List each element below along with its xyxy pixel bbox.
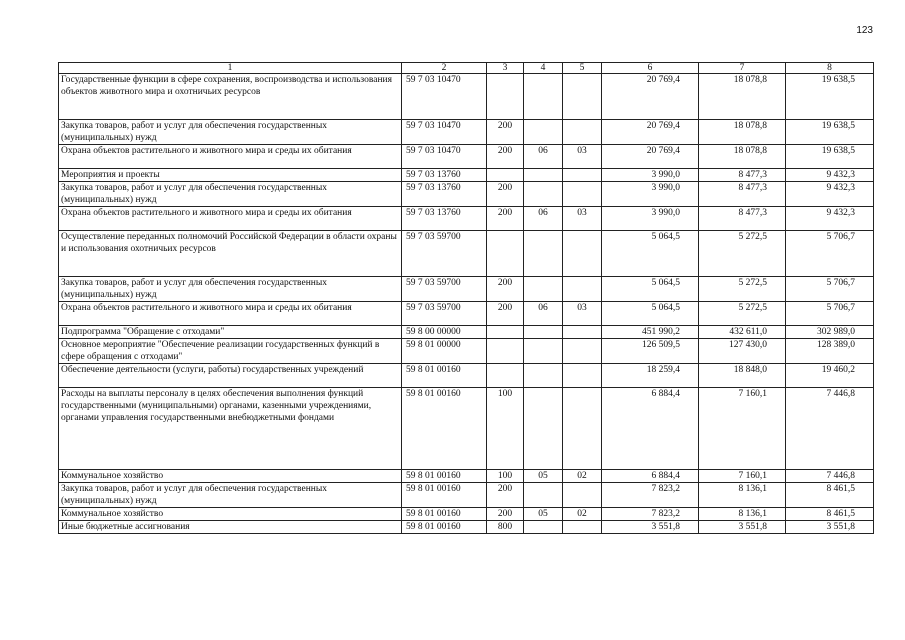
row-value8-cell: 19 638,5	[786, 145, 874, 169]
row-value6-cell: 5 064,5	[602, 277, 699, 302]
row-col5-cell	[563, 231, 602, 277]
row-col5-cell	[563, 364, 602, 388]
row-col5-cell	[563, 326, 602, 339]
row-value6-cell: 20 769,4	[602, 145, 699, 169]
table-row	[59, 207, 874, 231]
row-col3-cell	[487, 339, 524, 364]
row-name-cell: Охрана объектов растительного и животного мира и среды их обитания	[59, 302, 402, 326]
row-name-cell: Охрана объектов растительного и животного мира и среды их обитания	[59, 207, 402, 231]
row-value8-cell: 128 389,0	[786, 339, 874, 364]
row-col5-cell	[563, 277, 602, 302]
header-col-7: 7	[699, 63, 786, 74]
row-value8-cell: 9 432,3	[786, 169, 874, 182]
table-row	[59, 182, 874, 207]
row-col4-cell	[524, 339, 563, 364]
header-col-4: 4	[524, 63, 563, 74]
row-col3-cell	[487, 364, 524, 388]
header-col-6: 6	[602, 63, 699, 74]
row-name-cell: Охрана объектов растительного и животного мира и среды их обитания	[59, 145, 402, 169]
row-value6-cell: 3 990,0	[602, 182, 699, 207]
row-code-cell: 59 7 03 59700	[402, 277, 487, 302]
row-value6-cell: 3 990,0	[602, 207, 699, 231]
row-value6-cell: 6 884,4	[602, 470, 699, 483]
table-row	[59, 483, 874, 508]
table-header-row	[59, 63, 874, 74]
row-value6-cell: 5 064,5	[602, 231, 699, 277]
row-code-cell: 59 7 03 10470	[402, 145, 487, 169]
row-col5-cell: 03	[563, 302, 602, 326]
row-code-cell: 59 7 03 13760	[402, 207, 487, 231]
row-code-cell: 59 7 03 13760	[402, 169, 487, 182]
header-col-1: 1	[59, 63, 402, 74]
row-value7-cell: 7 160,1	[699, 388, 786, 470]
table-row	[59, 74, 874, 120]
row-col3-cell: 200	[487, 302, 524, 326]
row-col5-cell: 03	[563, 145, 602, 169]
row-value6-cell: 126 509,5	[602, 339, 699, 364]
table-row	[59, 231, 874, 277]
row-name-cell: Коммунальное хозяйство	[59, 470, 402, 483]
budget-table	[58, 62, 874, 534]
row-value6-cell: 451 990,2	[602, 326, 699, 339]
row-value7-cell: 5 272,5	[699, 302, 786, 326]
row-col5-cell	[563, 483, 602, 508]
row-code-cell: 59 8 01 00160	[402, 388, 487, 470]
row-value8-cell: 5 706,7	[786, 277, 874, 302]
row-col5-cell	[563, 339, 602, 364]
row-col5-cell	[563, 388, 602, 470]
row-value8-cell: 5 706,7	[786, 231, 874, 277]
row-col3-cell: 100	[487, 388, 524, 470]
row-col5-cell: 02	[563, 508, 602, 521]
row-col3-cell	[487, 169, 524, 182]
row-name-cell: Расходы на выплаты персоналу в целях обеспечения выполнения функций государственными (муниципальными) органами, казенными учреждениями, органами управления государственными внебюджетными фондами	[59, 388, 402, 470]
row-code-cell: 59 8 01 00000	[402, 339, 487, 364]
row-col4-cell	[524, 120, 563, 145]
row-value8-cell: 9 432,3	[786, 207, 874, 231]
row-code-cell: 59 8 01 00160	[402, 508, 487, 521]
row-col3-cell: 200	[487, 207, 524, 231]
row-value7-cell: 8 136,1	[699, 508, 786, 521]
row-value7-cell: 18 848,0	[699, 364, 786, 388]
row-col4-cell	[524, 483, 563, 508]
row-col4-cell	[524, 231, 563, 277]
row-col3-cell	[487, 231, 524, 277]
row-value7-cell: 18 078,8	[699, 120, 786, 145]
table-row	[59, 508, 874, 521]
row-name-cell: Закупка товаров, работ и услуг для обеспечения государственных (муниципальных) нужд	[59, 120, 402, 145]
row-code-cell: 59 7 03 13760	[402, 182, 487, 207]
row-value7-cell: 5 272,5	[699, 231, 786, 277]
row-col3-cell: 200	[487, 120, 524, 145]
row-name-cell: Закупка товаров, работ и услуг для обеспечения государственных (муниципальных) нужд	[59, 277, 402, 302]
row-value7-cell: 127 430,0	[699, 339, 786, 364]
row-col5-cell	[563, 182, 602, 207]
row-col4-cell: 06	[524, 207, 563, 231]
row-value7-cell: 432 611,0	[699, 326, 786, 339]
row-value6-cell: 3 551,8	[602, 521, 699, 534]
row-name-cell: Закупка товаров, работ и услуг для обеспечения государственных (муниципальных) нужд	[59, 483, 402, 508]
row-col4-cell: 05	[524, 470, 563, 483]
row-code-cell: 59 8 01 00160	[402, 364, 487, 388]
table-row	[59, 120, 874, 145]
table-row	[59, 470, 874, 483]
row-col3-cell	[487, 326, 524, 339]
row-value7-cell: 18 078,8	[699, 74, 786, 120]
row-name-cell: Государственные функции в сфере сохранения, воспроизводства и использования объектов животного мира и охотничьих ресурсов	[59, 74, 402, 120]
row-value8-cell: 19 638,5	[786, 120, 874, 145]
row-col4-cell: 06	[524, 302, 563, 326]
header-col-2: 2	[402, 63, 487, 74]
row-col4-cell	[524, 74, 563, 120]
row-value6-cell: 7 823,2	[602, 508, 699, 521]
row-col5-cell	[563, 521, 602, 534]
row-value6-cell: 6 884,4	[602, 388, 699, 470]
table-row	[59, 169, 874, 182]
row-value6-cell: 3 990,0	[602, 169, 699, 182]
row-col3-cell: 200	[487, 145, 524, 169]
row-col3-cell: 200	[487, 508, 524, 521]
table-row	[59, 145, 874, 169]
row-code-cell: 59 8 01 00160	[402, 470, 487, 483]
table-row	[59, 521, 874, 534]
row-value7-cell: 8 136,1	[699, 483, 786, 508]
row-col4-cell	[524, 169, 563, 182]
row-value8-cell: 5 706,7	[786, 302, 874, 326]
row-col3-cell: 100	[487, 470, 524, 483]
row-col4-cell	[524, 182, 563, 207]
table-row	[59, 364, 874, 388]
row-col5-cell	[563, 74, 602, 120]
row-value7-cell: 5 272,5	[699, 277, 786, 302]
row-col5-cell: 03	[563, 207, 602, 231]
row-value6-cell: 20 769,4	[602, 74, 699, 120]
row-value7-cell: 8 477,3	[699, 182, 786, 207]
row-value7-cell: 3 551,8	[699, 521, 786, 534]
row-value7-cell: 8 477,3	[699, 169, 786, 182]
row-value8-cell: 9 432,3	[786, 182, 874, 207]
row-col5-cell	[563, 120, 602, 145]
row-name-cell: Осуществление переданных полномочий Российской Федерации в области охраны и использования охотничьих ресурсов	[59, 231, 402, 277]
row-col3-cell: 800	[487, 521, 524, 534]
row-col4-cell	[524, 521, 563, 534]
row-code-cell: 59 7 03 10470	[402, 74, 487, 120]
row-col3-cell: 200	[487, 277, 524, 302]
row-code-cell: 59 8 01 00160	[402, 521, 487, 534]
row-col4-cell	[524, 326, 563, 339]
row-code-cell: 59 8 00 00000	[402, 326, 487, 339]
row-value6-cell: 7 823,2	[602, 483, 699, 508]
header-col-5: 5	[563, 63, 602, 74]
row-code-cell: 59 7 03 59700	[402, 302, 487, 326]
row-value8-cell: 7 446,8	[786, 388, 874, 470]
row-name-cell: Иные бюджетные ассигнования	[59, 521, 402, 534]
row-col3-cell: 200	[487, 182, 524, 207]
row-col4-cell	[524, 277, 563, 302]
row-name-cell: Подпрограмма "Обращение с отходами"	[59, 326, 402, 339]
row-col4-cell	[524, 388, 563, 470]
table-row	[59, 339, 874, 364]
row-col4-cell	[524, 364, 563, 388]
row-value7-cell: 7 160,1	[699, 470, 786, 483]
header-col-3: 3	[487, 63, 524, 74]
row-value8-cell: 19 460,2	[786, 364, 874, 388]
page-number: 123	[856, 25, 873, 36]
table-row	[59, 302, 874, 326]
row-name-cell: Основное мероприятие "Обеспечение реализации государственных функций в сфере обращения с отходами"	[59, 339, 402, 364]
row-col3-cell: 200	[487, 483, 524, 508]
row-col4-cell: 06	[524, 145, 563, 169]
row-value8-cell: 8 461,5	[786, 508, 874, 521]
table-row	[59, 277, 874, 302]
row-col3-cell	[487, 74, 524, 120]
row-value8-cell: 8 461,5	[786, 483, 874, 508]
row-name-cell: Коммунальное хозяйство	[59, 508, 402, 521]
row-code-cell: 59 8 01 00160	[402, 483, 487, 508]
row-value7-cell: 8 477,3	[699, 207, 786, 231]
row-value6-cell: 20 769,4	[602, 120, 699, 145]
header-col-8: 8	[786, 63, 874, 74]
row-name-cell: Мероприятия и проекты	[59, 169, 402, 182]
table-row	[59, 326, 874, 339]
row-col5-cell: 02	[563, 470, 602, 483]
row-value8-cell: 3 551,8	[786, 521, 874, 534]
row-col5-cell	[563, 169, 602, 182]
row-value8-cell: 302 989,0	[786, 326, 874, 339]
row-value7-cell: 18 078,8	[699, 145, 786, 169]
row-code-cell: 59 7 03 10470	[402, 120, 487, 145]
row-name-cell: Закупка товаров, работ и услуг для обеспечения государственных (муниципальных) нужд	[59, 182, 402, 207]
row-value6-cell: 18 259,4	[602, 364, 699, 388]
row-value8-cell: 19 638,5	[786, 74, 874, 120]
row-value8-cell: 7 446,8	[786, 470, 874, 483]
row-col4-cell: 05	[524, 508, 563, 521]
row-name-cell: Обеспечение деятельности (услуги, работы) государственных учреждений	[59, 364, 402, 388]
row-value6-cell: 5 064,5	[602, 302, 699, 326]
row-code-cell: 59 7 03 59700	[402, 231, 487, 277]
table-row	[59, 388, 874, 470]
